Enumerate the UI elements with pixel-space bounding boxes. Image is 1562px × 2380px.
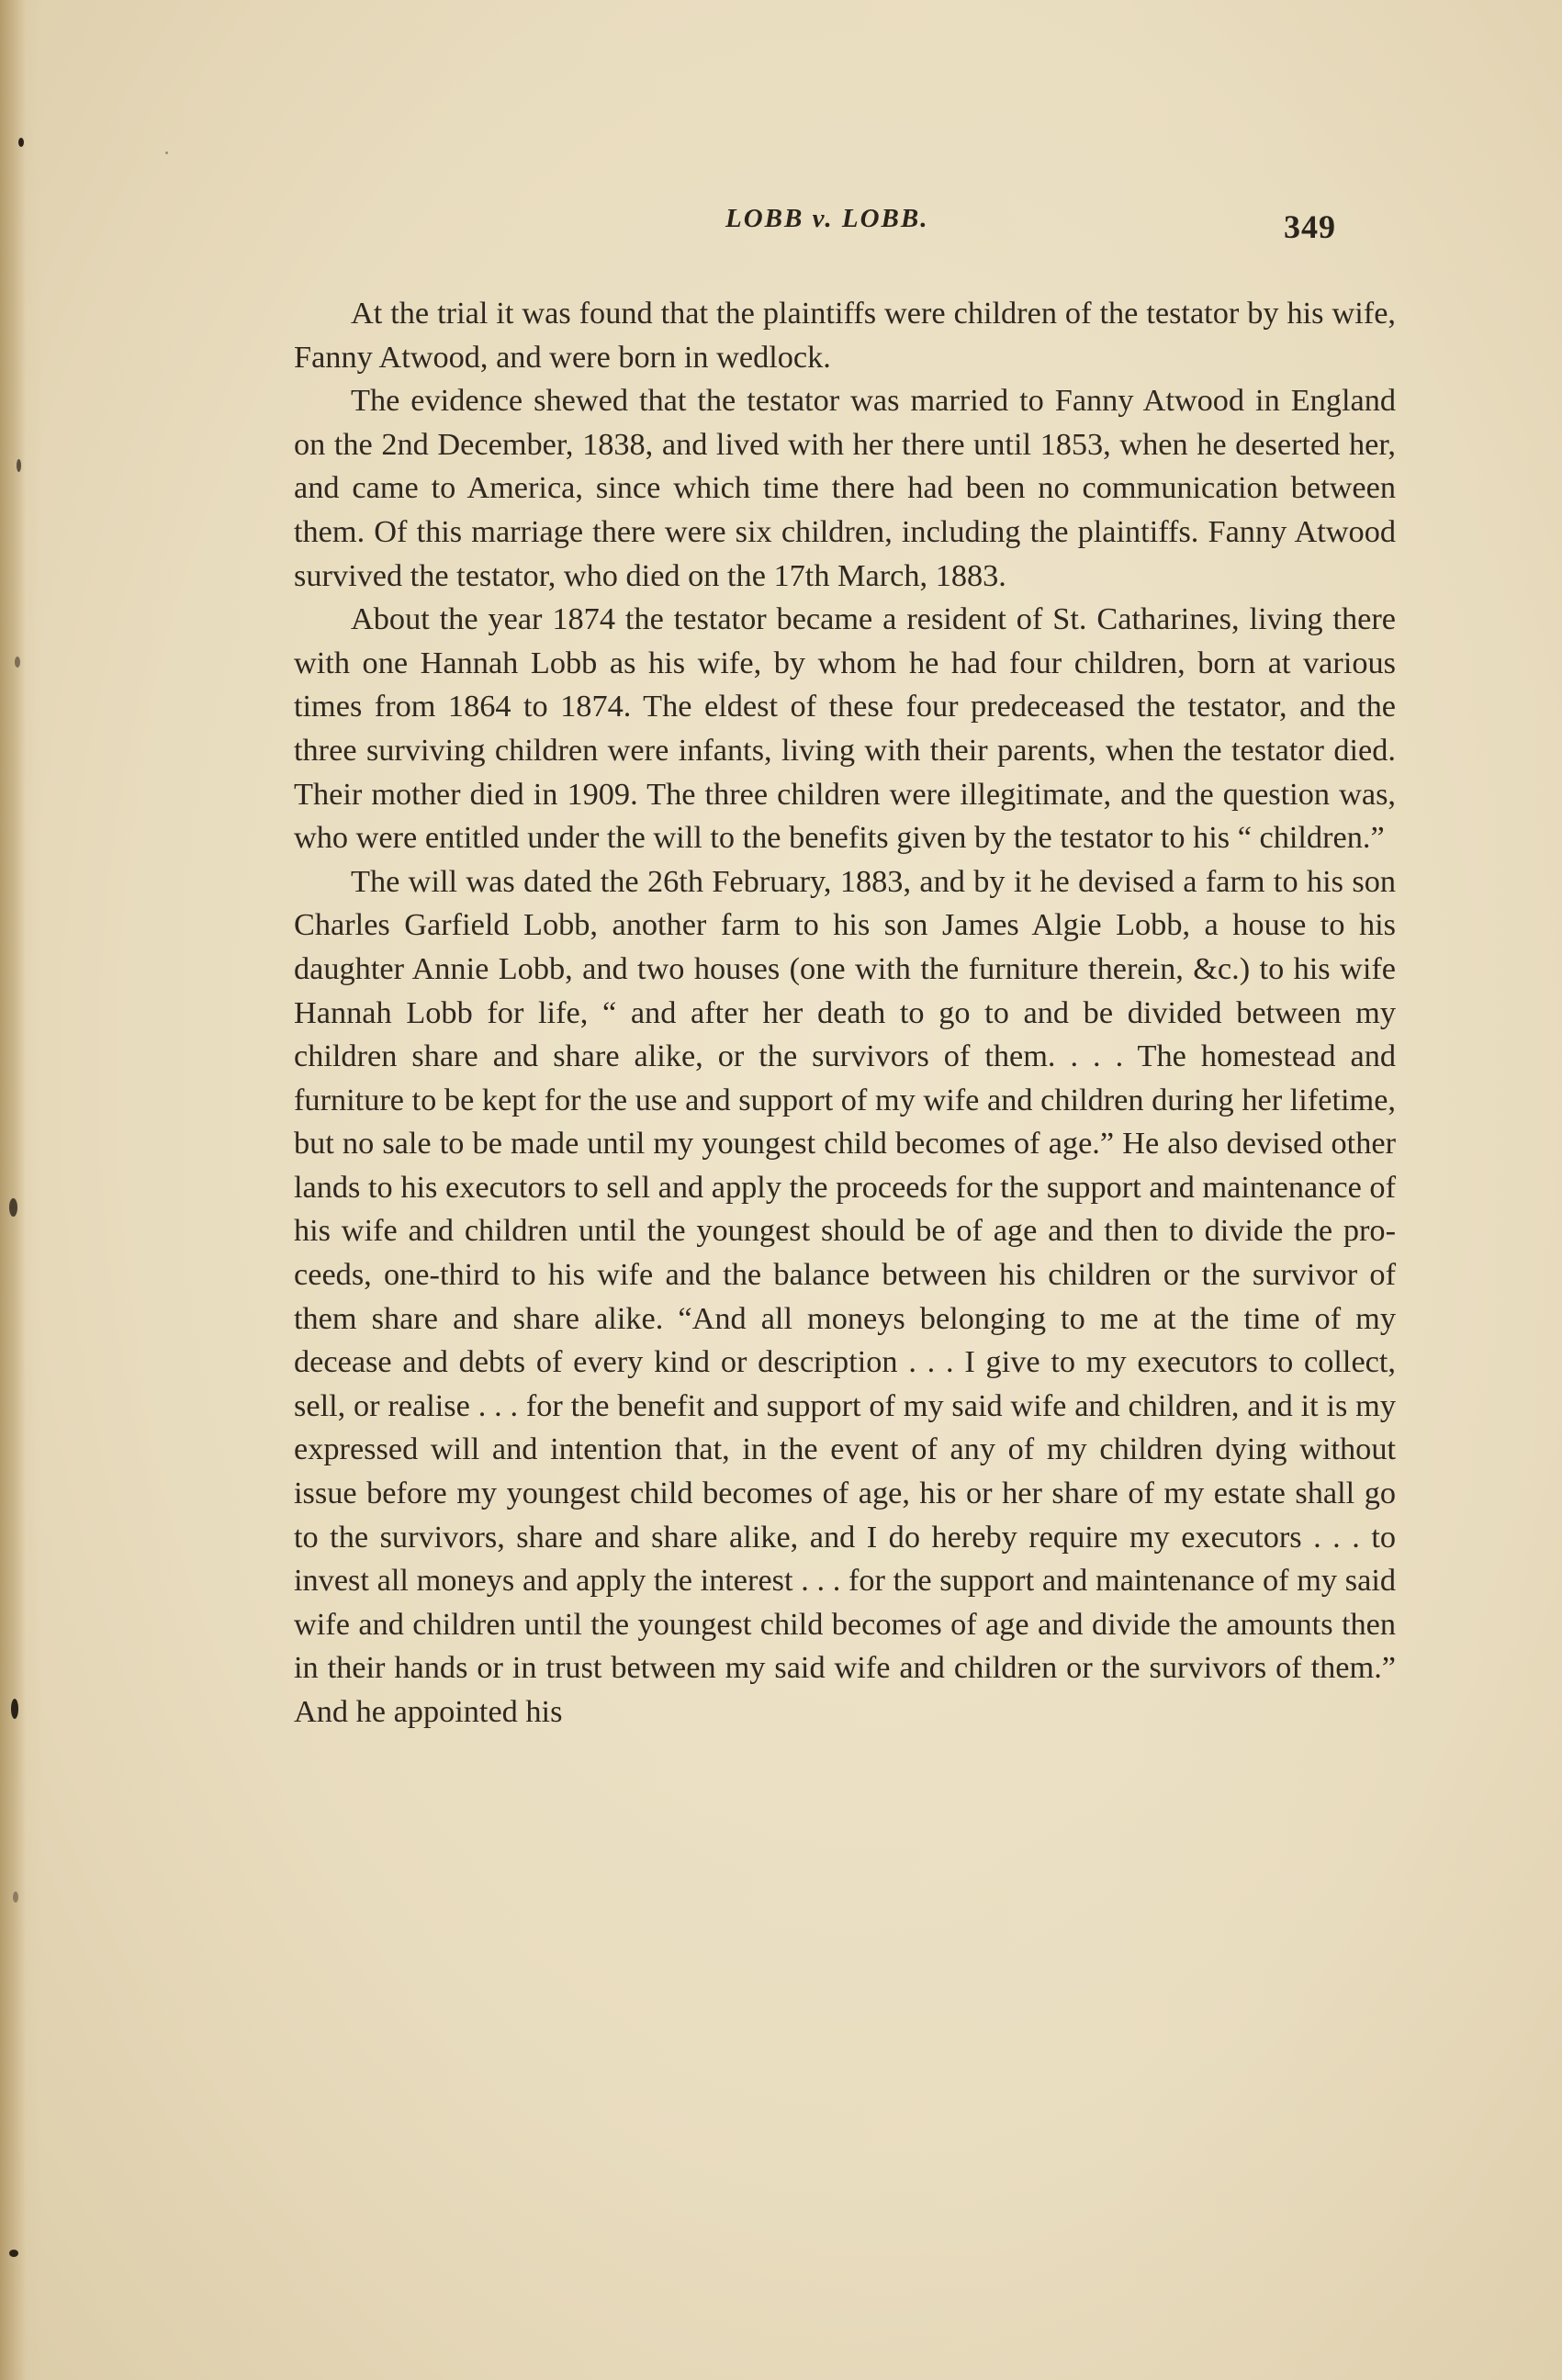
body-text <box>294 292 1396 1734</box>
ink-speck <box>165 152 168 154</box>
ink-speck <box>9 1198 17 1217</box>
page-title: LOBB v. LOBB. <box>725 204 929 233</box>
ink-speck <box>11 1699 18 1719</box>
paragraph: The evidence shewed that the testator was married to Fanny Atwood in England on the 2nd December, 1838, and lived with her there until 1853, when he deserted her, and came to America, since which time there had been no communication between them. Of this marriage there were six children, including the plaintiffs. Fanny Atwood survived the testator, who died on the 17th March, 1883. <box>294 383 1396 593</box>
ink-speck <box>15 657 20 668</box>
running-head <box>0 204 1562 245</box>
binding-gutter <box>0 0 26 2380</box>
page-number: 349 <box>1284 208 1336 245</box>
ink-speck <box>17 459 21 472</box>
paragraph: At the trial it was found that the plaintiffs were children of the testator by his wife, Fanny Atwood, and were born in wedlock. <box>294 296 1396 375</box>
ink-speck <box>13 1892 18 1903</box>
ink-speck <box>18 138 24 147</box>
paragraph: About the year 1874 the testator became a resident of St. Catharines, living there with one Hannah Lobb as his wife, by whom he had four children, born at various times from 1864 to 1874. The eldest of these four predeceased the testator, and the three surviving children were infants, living with their parents, when the testator died. Their mother died in 1909. The three children were illegitimate, and the question was, who were entitled under the will to the benefits given by the testator to his “ children.” <box>294 601 1396 856</box>
ink-speck <box>9 2250 18 2257</box>
paragraph: The will was dated the 26th February, 1883, and by it he devised a farm to his son Charles Garfield Lobb, another farm to his son James Algie Lobb, a house to his daughter Annie Lobb, and two houses (one with the furniture therein, &c.) to his wife Hannah Lobb for life, “ and after her death to go to and be divided between my children share and share alike, or the survivors of them. . . . The homestead and furniture to be kept for the use and support of my wife and children during her lifetime, but no sale to be made until my youngest child becomes of age.” He also devised other lands to his executors to sell and apply the proceeds for the support and maintenance of his wife and children until the youngest should be of age and then to divide the proceeds, one-third to his wife and the balance between his children or the survivor of them share and share alike. “And all moneys belonging to me at the time of my decease and debts of every kind or description . . . I give to my executors to collect, sell, or realise . . . for the benefit and support of my said wife and children, and it is my expressed will and intention that, in the event of any of my children dying without issue before my youngest child becomes of age, his or her share of my estate shall go to the survivors, share and share alike, and I do hereby require my executors . . . to invest all moneys and apply the interest . . . for the support and maintenance of my said wife and children until the youngest child becomes of age and divide the amounts then in their hands or in trust between my said wife and children or the survivors of them.” And he appointed his <box>294 863 1396 1729</box>
